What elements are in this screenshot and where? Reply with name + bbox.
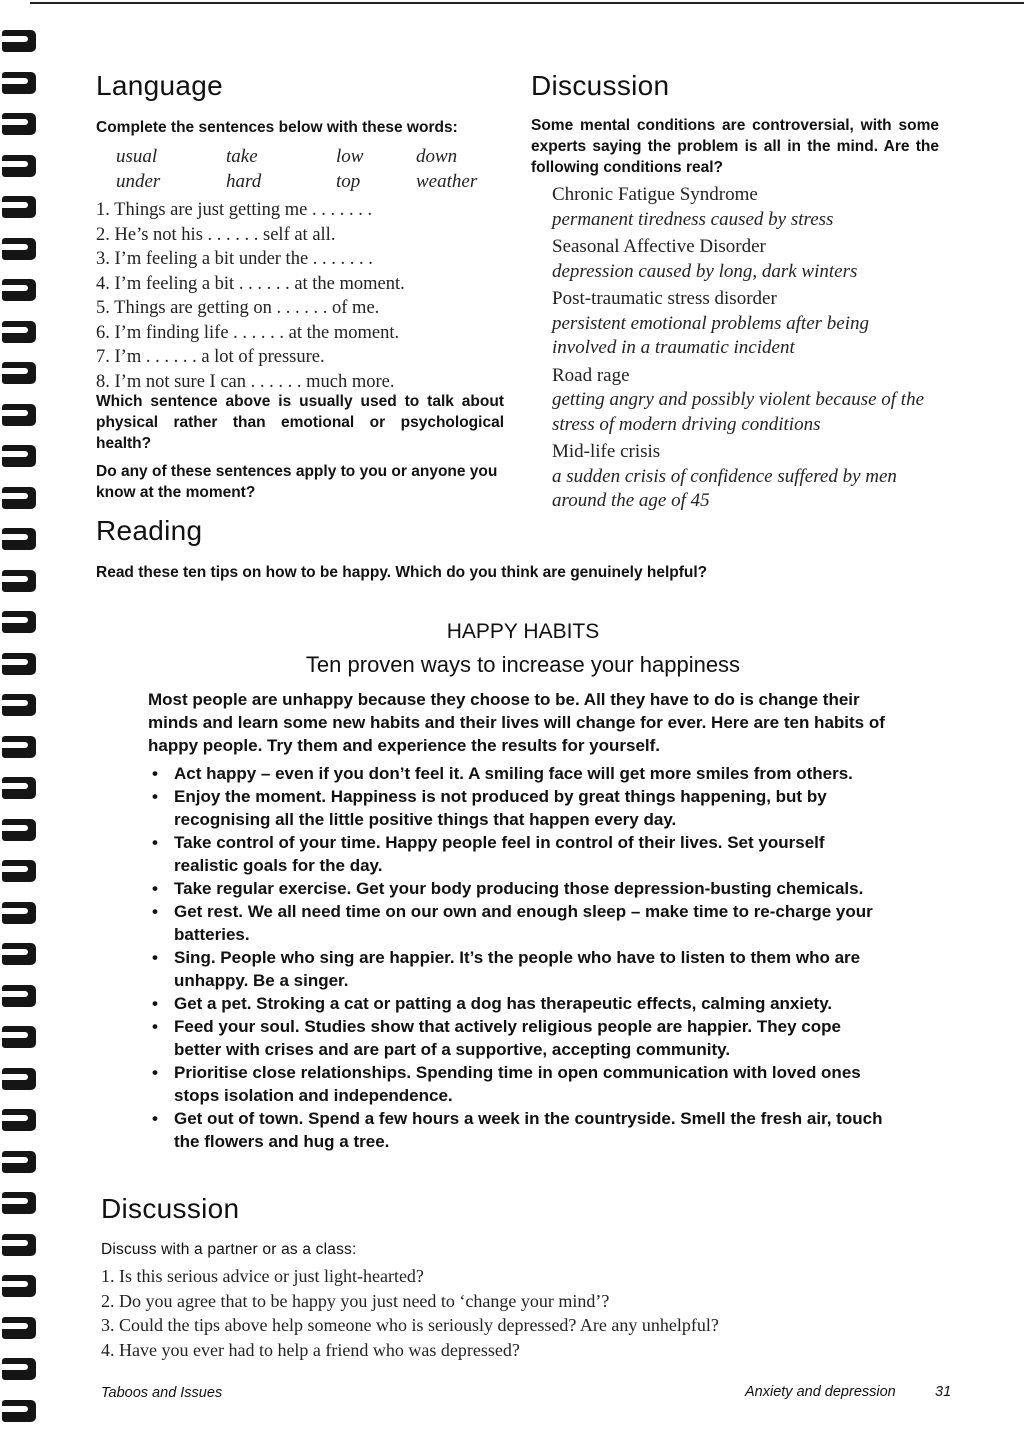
language-heading: Language <box>96 70 223 101</box>
sentence-item: 5. Things are getting on . . . . . . of me. <box>96 298 380 318</box>
spiral-binding <box>0 0 40 1448</box>
binding-ring <box>2 1400 36 1422</box>
sentence-item: 6. I’m finding life . . . . . . at the moment. <box>96 322 400 343</box>
sentence-item: 1. Things are just getting me . . . . . . . <box>96 200 373 220</box>
discussion-question-list <box>101 1264 921 1362</box>
habit-item: • Take regular exercise. Get your body producing those depression-busting chemicals. <box>148 877 888 900</box>
binding-ring <box>2 777 36 799</box>
condition-description: depression caused by long, dark winters <box>552 260 858 282</box>
article-intro: Most people are unhappy because they choose to be. All they have to do is change their minds and learn some new habits and their lives will change for ever. Here are ten habits of happy people. Try them and experience the results for yourself. <box>148 690 885 755</box>
binding-ring <box>2 860 36 882</box>
reading-instruction: Read these ten tips on how to be happy. Which do you think are genuinely helpful? <box>96 564 708 581</box>
binding-ring <box>2 404 36 426</box>
condition-description: getting angry and possibly violent because of the stress of modern driving conditions <box>552 389 925 435</box>
binding-ring <box>2 528 36 550</box>
binding-ring <box>2 736 36 758</box>
binding-ring <box>2 196 36 218</box>
discussion-question: 4. Have you ever had to help a friend who was depressed? <box>101 1339 520 1360</box>
binding-ring <box>2 30 36 52</box>
binding-ring <box>2 1151 36 1173</box>
binding-ring <box>2 279 36 301</box>
sentence-item: 7. I’m . . . . . . a lot of pressure. <box>96 347 325 367</box>
language-instruction: Complete the sentences below with these words: <box>96 119 458 136</box>
sentence-item: 3. I’m feeling a bit under the . . . . . . . <box>96 249 373 269</box>
discussion-question: 2. Do you agree that to be happy you just need to ‘change your mind’? <box>101 1290 610 1311</box>
book-title: Taboos and Issues <box>101 1385 223 1401</box>
binding-ring <box>2 113 36 135</box>
condition-name: Mid-life crisis <box>552 441 661 462</box>
sentence-item: 2. He’s not his . . . . . . self at all. <box>96 224 336 245</box>
language-question-1: Which sentence above is usually used to talk about physical rather than emotional or psychological health? <box>96 393 504 452</box>
word: under <box>116 171 161 192</box>
binding-ring <box>2 1068 36 1090</box>
condition-description: permanent tiredness caused by stress <box>552 208 834 230</box>
habit-item: • Act happy – even if you don’t feel it. A smiling face will get more smiles from others. <box>148 762 888 785</box>
binding-ring <box>2 1192 36 1214</box>
word: usual <box>116 146 158 167</box>
habit-item: • Take control of your time. Happy people feel in control of their lives. Set yourself realistic goals for the day. <box>148 831 888 877</box>
binding-ring <box>2 611 36 633</box>
sentence-list <box>96 198 405 394</box>
discussion-question: 1. Is this serious advice or just light-hearted? <box>101 1266 424 1286</box>
word: top <box>336 171 361 192</box>
condition-name: Chronic Fatigue Syndrome <box>552 184 758 205</box>
condition-name: Post-traumatic stress disorder <box>552 288 777 309</box>
binding-ring <box>2 819 36 841</box>
word: low <box>336 146 364 167</box>
word-box <box>116 144 526 194</box>
binding-ring <box>2 1109 36 1131</box>
condition-name: Seasonal Affective Disorder <box>552 236 766 257</box>
discussion-bottom-instruction: Discuss with a partner or as a class: <box>101 1241 357 1258</box>
habit-item: • Sing. People who sing are happier. It’s the people who have to listen to them who are unhappy. Be a singer. <box>148 946 888 992</box>
binding-ring <box>2 985 36 1007</box>
binding-ring <box>2 902 36 924</box>
binding-ring <box>2 1275 36 1297</box>
binding-ring <box>2 694 36 716</box>
condition-description: persistent emotional problems after being involved in a traumatic incident <box>552 312 869 358</box>
discussion-bottom-heading: Discussion <box>101 1193 240 1224</box>
binding-ring <box>2 1234 36 1256</box>
word: take <box>226 146 258 167</box>
habit-item: • Prioritise close relationships. Spending time in open communication with loved ones stops isolation and independence. <box>148 1061 888 1107</box>
binding-ring <box>2 72 36 94</box>
article-subtitle: Ten proven ways to increase your happiness <box>305 652 741 677</box>
binding-ring <box>2 943 36 965</box>
binding-ring <box>2 653 36 675</box>
condition-description: a sudden crisis of confidence suffered by men around the age of 45 <box>552 465 897 511</box>
habit-item: • Get out of town. Spend a few hours a week in the countryside. Smell the fresh air, touch the flowers and hug a tree. <box>148 1107 888 1153</box>
page-top-edge <box>30 2 1024 4</box>
discussion-top-heading: Discussion <box>531 70 670 101</box>
binding-ring <box>2 321 36 343</box>
habit-item: • Feed your soul. Studies show that actively religious people are happier. They cope better with crises and are part of a supportive, accepting community. <box>148 1015 888 1061</box>
discussion-top-intro: Some mental conditions are controversial, with some experts saying the problem is all in the mind. Are the following conditions real? <box>531 117 939 176</box>
habit-item: • Get rest. We all need time on our own and enough sleep – make time to re-charge your batteries. <box>148 900 888 946</box>
discussion-question: 3. Could the tips above help someone who is seriously depressed? Are any unhelpful? <box>101 1315 719 1335</box>
word: down <box>416 146 458 167</box>
reading-heading: Reading <box>96 515 203 546</box>
chapter-title: Anxiety and depression <box>745 1384 896 1400</box>
conditions-list <box>552 180 937 514</box>
sentence-item: 4. I’m feeling a bit . . . . . . at the moment. <box>96 273 405 294</box>
page-number: 31 <box>935 1384 952 1400</box>
habits-list <box>148 762 888 1153</box>
word: weather <box>416 171 478 192</box>
binding-ring <box>2 1358 36 1380</box>
binding-ring <box>2 238 36 260</box>
article-title: HAPPY HABITS <box>446 620 600 643</box>
binding-ring <box>2 570 36 592</box>
binding-ring <box>2 1317 36 1339</box>
word: hard <box>226 171 262 192</box>
habit-item: • Enjoy the moment. Happiness is not produced by great things happening, but by recognising all the little positive things that happen every day. <box>148 785 888 831</box>
binding-ring <box>2 155 36 177</box>
binding-ring <box>2 445 36 467</box>
condition-name: Road rage <box>552 364 630 386</box>
sentence-item: 8. I’m not sure I can . . . . . . much more. <box>96 371 395 392</box>
language-question-2: Do any of these sentences apply to you or anyone you know at the moment? <box>96 463 498 501</box>
binding-ring <box>2 362 36 384</box>
habit-item: • Get a pet. Stroking a cat or patting a dog has therapeutic effects, calming anxiety. <box>148 992 888 1015</box>
binding-ring <box>2 487 36 509</box>
binding-ring <box>2 1026 36 1048</box>
